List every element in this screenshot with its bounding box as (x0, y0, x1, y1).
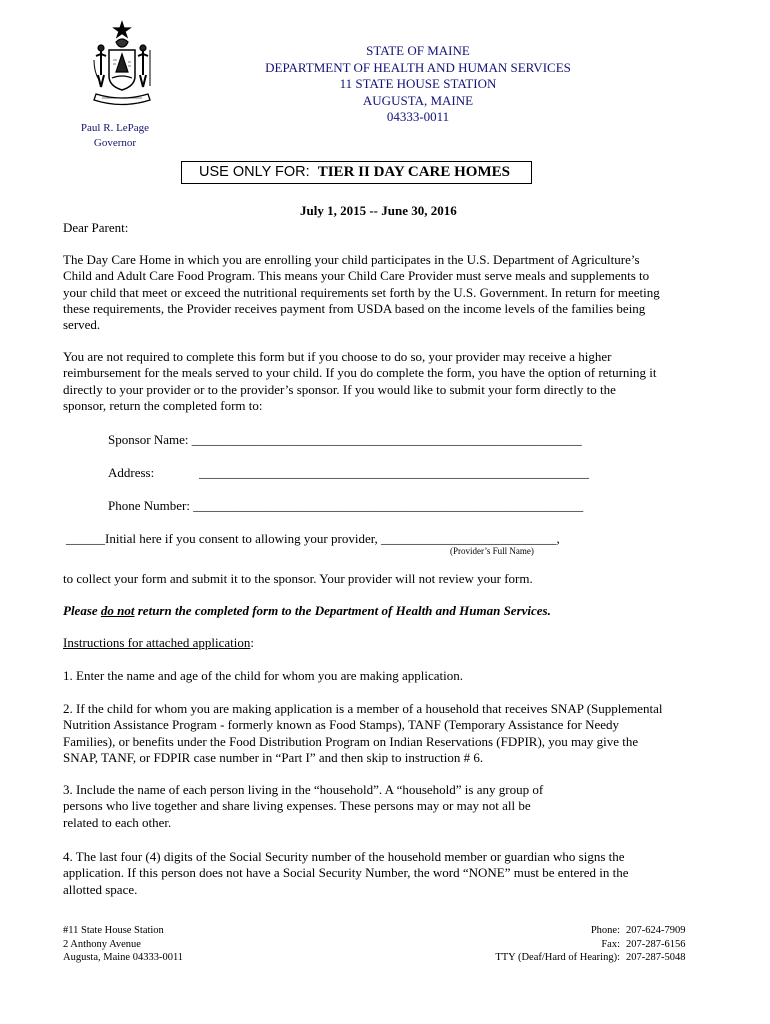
option-paragraph (63, 349, 713, 414)
instruction-item (63, 668, 723, 684)
instruction-line: persons who live together and share living expenses. These persons may or may not all be (63, 798, 531, 814)
return-warning (63, 603, 551, 619)
instruction-line: Families), or benefits under the Food Distribution Program on Indian Reservations (FDPIR), you may give the (63, 733, 639, 749)
agency-line: 04333-0011 (386, 109, 450, 124)
address-field[interactable]: ____________________________________________________________ (199, 465, 589, 480)
use-only-target: TIER II DAY CARE HOMES (317, 164, 510, 180)
instruction-line: allotted space. (63, 881, 138, 897)
governor-block (60, 121, 170, 151)
collect-text: to collect your form and submit it to the sponsor. Your provider will not review your form. (63, 571, 533, 586)
paragraph-line: Child and Adult Care Food Program. This means your Child Care Provider must serve meals and supplements to (63, 268, 650, 284)
footer-address-line: 2 Anthony Avenue (63, 938, 141, 950)
paragraph-line: directly to your provider or to the provider’s sponsor. If you would like to submit your form directly to the (63, 381, 616, 397)
instruction-item (63, 701, 723, 766)
phone-number-field[interactable]: Phone Number: ____________________________________________________________ (108, 498, 584, 513)
agency-line: 11 STATE HOUSE STATION (339, 76, 497, 91)
instructions-heading (63, 635, 254, 651)
warning-text: Please (63, 603, 101, 618)
state-seal-logo (90, 20, 154, 112)
intro-paragraph (63, 252, 713, 333)
address-label: Address: (108, 465, 155, 480)
footer-tty (480, 951, 690, 965)
paragraph-line: You are not required to complete this form but if you choose to do so, your provider may receive a higher (63, 349, 612, 364)
program-period: July 1, 2015 -- June 30, 2016 (300, 203, 457, 218)
footer-phone (480, 924, 690, 938)
paragraph-line: The Day Care Home in which you are enrolling your child participates in the U.S. Department of Agriculture’s (63, 252, 640, 267)
agency-line: STATE OF MAINE (366, 43, 470, 58)
provider-name-caption: (Provider’s Full Name) (450, 546, 534, 556)
agency-line: DEPARTMENT OF HEALTH AND HUMAN SERVICES (265, 59, 571, 75)
warning-text: return the completed form to the Department of Health and Human Services. (134, 603, 551, 618)
use-only-prefix: USE ONLY FOR: (199, 164, 310, 180)
instruction-item (63, 849, 723, 898)
instruction-line: 1. Enter the name and age of the child for whom you are making application. (63, 668, 463, 683)
paragraph-line: reimbursement for the meals served to your child. If you do complete the form, you have the option of returning it (63, 365, 657, 381)
footer-address (63, 924, 183, 965)
instruction-line: Nutrition Assistance Program - formerly known as Food Stamps), TANF (Temporary Assistance for Needy (63, 717, 619, 733)
paragraph-line: served. (63, 317, 101, 333)
instructions-heading-colon: : (250, 635, 254, 650)
paragraph-line: sponsor, return the completed form to: (63, 397, 263, 413)
consent-initial-line[interactable]: ______Initial here if you consent to allowing your provider, ___________________________, (66, 531, 560, 546)
warning-emphasis: do not (100, 603, 135, 618)
paragraph-line: your child that meet or exceed the nutritional requirements set forth by the U.S. Government. In return for meeting (63, 284, 660, 300)
contact-value: 207-287-5048 (626, 952, 686, 964)
governor-title: Governor (93, 137, 137, 149)
instruction-line: 3. Include the name of each person living in the “household”. A “household” is any group of (63, 782, 544, 797)
contact-value: 207-287-6156 (626, 938, 686, 950)
footer-address-line: #11 State House Station (63, 925, 164, 936)
contact-label: Phone: (590, 925, 620, 936)
footer-fax (480, 938, 690, 952)
agency-line: AUGUSTA, MAINE (362, 92, 474, 108)
use-only-banner (181, 161, 532, 184)
instruction-line: application. If this person does not have a Social Security Number, the word “NONE” must be entered in the (63, 865, 629, 881)
salutation: Dear Parent: (63, 220, 129, 235)
footer-address-line: Augusta, Maine 04333-0011 (63, 952, 184, 964)
instruction-line: SNAP, TANF, or FDPIR case number in “Part I” and then skip to instruction # 6. (63, 749, 484, 765)
instruction-line: 4. The last four (4) digits of the Social Security number of the household member or guardian who signs the (63, 849, 625, 864)
governor-name: Paul R. LePage (80, 122, 150, 134)
contact-value: 207-624-7909 (626, 925, 686, 936)
instruction-line: related to each other. (63, 814, 172, 830)
contact-label: TTY (Deaf/Hard of Hearing): (495, 952, 620, 964)
paragraph-line: these requirements, the Provider receives payment from USDA based on the income levels of the families being (63, 300, 646, 316)
instruction-item (63, 782, 723, 831)
footer-contacts (480, 924, 690, 965)
instructions-heading-text: Instructions for attached application (63, 635, 251, 650)
instruction-line: 2. If the child for whom you are making application is a member of a household that receives SNAP (Supplemental (63, 701, 663, 716)
contact-label: Fax: (601, 938, 620, 950)
sponsor-name-field[interactable]: Sponsor Name: ____________________________________________________________ (108, 432, 582, 447)
agency-address-header (230, 43, 606, 126)
